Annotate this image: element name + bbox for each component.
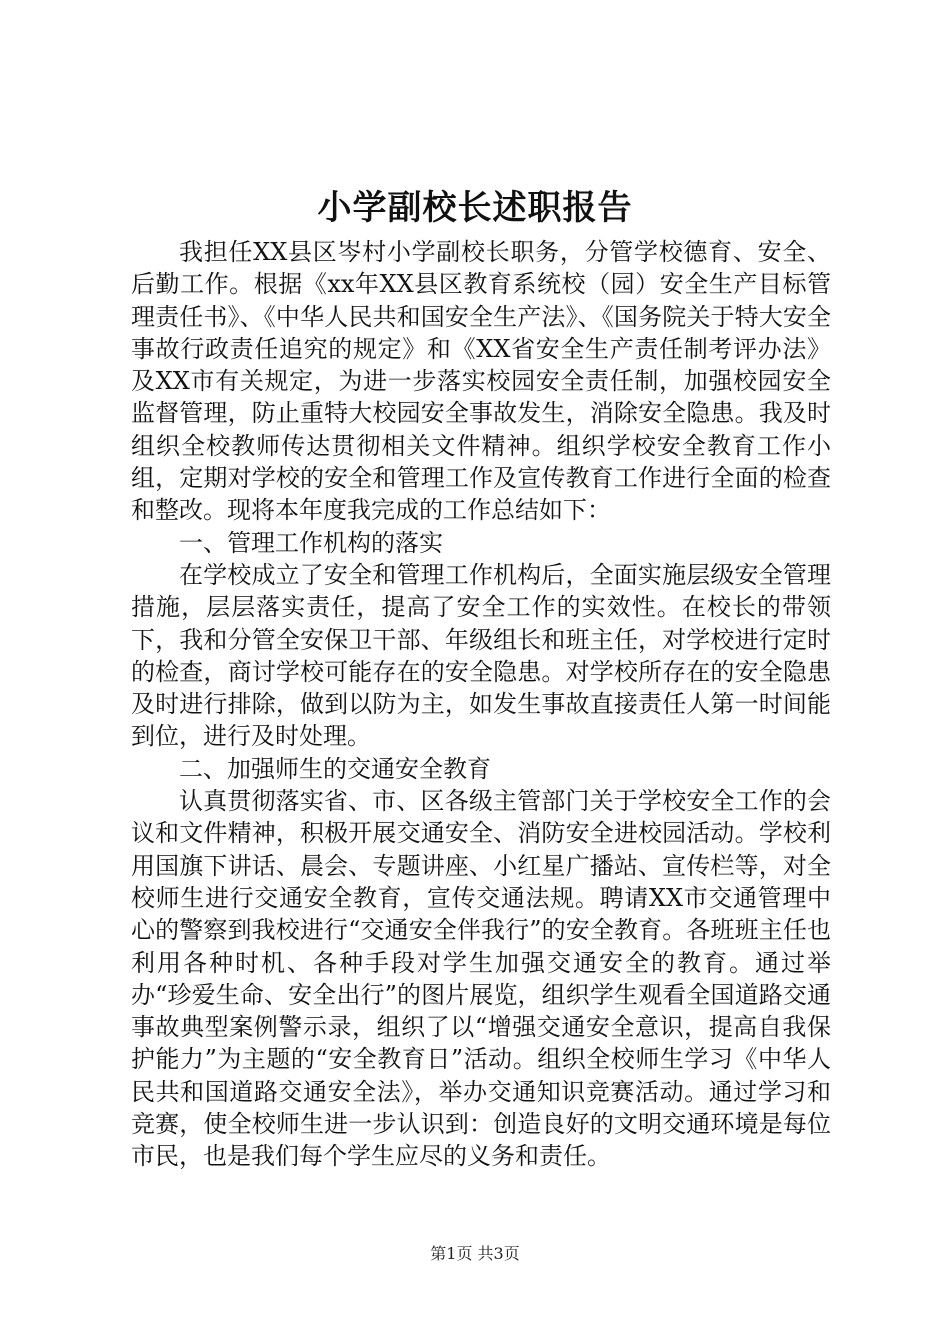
section-paragraph-1: 在学校成立了安全和管理工作机构后，全面实施层级安全管理措施，层层落实责任，提高了安全工作的实效性。在校长的带领下，我和分管全安保卫干部、年级组长和班主任，对学校进行定时的检查，商讨学校可能存在的安全隐患。对学校所存在的安全隐患及时进行排除，做到以防为主，如发生事故直接责任人第一时间能到位，进行及时处理。 — [131, 560, 831, 751]
document-body — [131, 236, 831, 1173]
section-heading-1: 一、管理工作机构的落实 — [179, 528, 443, 557]
intro-paragraph: 我担任XX县区岑村小学副校长职务，分管学校德育、安全、后勤工作。根据《xx年XX县区教育系统校（园）安全生产目标管理责任书》、《中华人民共和国安全生产法》、《国务院关于特大安全事故行政责任追究的规定》和《XX省安全生产责任制考评办法》及XX市有关规定，为进一步落实校园安全责任制，加强校园安全监督管理，防止重特大校园安全事故发生，消除安全隐患。我及时组织全校教师传达贯彻相关文件精神。组织学校安全教育工作小组，定期对学校的安全和管理工作及宣传教育工作进行全面的检查和整改。现将本年度我完成的工作总结如下： — [131, 238, 831, 525]
document-title: 小学副校长述职报告 — [317, 188, 633, 228]
page-footer: 第1页 共3页 — [430, 1244, 520, 1263]
section-heading-2: 二、加强师生的交通安全教育 — [179, 754, 491, 783]
section-paragraph-2: 认真贯彻落实省、市、区各级主管部门关于学校安全工作的会议和文件精神，积极开展交通安全、消防安全进校园活动。学校利用国旗下讲话、晨会、专题讲座、小红星广播站、宣传栏等，对全校师生进行交通安全教育，宣传交通法规。聘请XX市交通管理中心的警察到我校进行“交通安全伴我行”的安全教育。各班班主任也利用各种时机、各种手段对学生加强交通安全的教育。通过举办“珍爱生命、安全出行”的图片展览，组织学生观看全国道路交通事故典型案例警示录，组织了以“增强交通安全意识，提高自我保护能力”为主题的“安全教育日”活动。组织全校师生学习《中华人民共和国道路交通安全法》，举办交通知识竞赛活动。通过学习和竞赛，使全校师生进一步认识到：创造良好的文明交通环境是每位市民，也是我们每个学生应尽的义务和责任。 — [131, 787, 831, 1171]
